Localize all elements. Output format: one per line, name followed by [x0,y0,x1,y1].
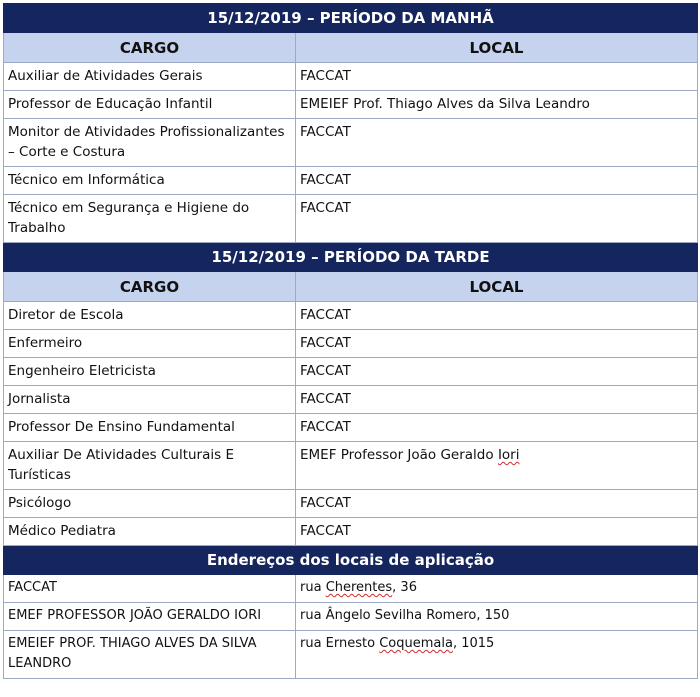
local-cell: EMEIEF Prof. Thiago Alves da Silva Leandro [296,91,698,119]
cargo-cell: Médico Pediatra [4,518,296,546]
address-text: , 1015 [452,636,495,651]
table-row [4,63,698,91]
section-title-afternoon: 15/12/2019 – PERÍODO DA TARDE [4,243,698,272]
section-title-row [4,4,698,33]
table-row [4,631,698,679]
cargo-cell: Engenheiro Eletricista [4,358,296,386]
venue-cell: EMEF PROFESSOR JOÃO GERALDO IORI [4,603,296,631]
schedule-table [3,3,698,679]
spellcheck-flagged-word: Cherentes [325,580,393,595]
cargo-cell: Monitor de Atividades Profissionalizantes – Corte e Costura [4,119,296,167]
local-text: EMEF Professor João Geraldo [300,447,498,463]
cargo-cell: Diretor de Escola [4,302,296,330]
local-cell: FACCAT [296,358,698,386]
cargo-cell: Técnico em Informática [4,167,296,195]
table-row [4,442,698,490]
column-header-row [4,272,698,302]
cargo-cell: Enfermeiro [4,330,296,358]
address-text: rua Ernesto [300,636,380,651]
table-row [4,302,698,330]
local-cell: FACCAT [296,490,698,518]
address-text: rua [300,580,326,595]
local-cell: FACCAT [296,414,698,442]
venue-cell: EMEIEF PROF. THIAGO ALVES DA SILVA LEANDRO [4,631,296,679]
table-row [4,603,698,631]
local-cell: FACCAT [296,330,698,358]
table-row [4,195,698,243]
table-row [4,518,698,546]
address-cell [296,575,698,603]
cargo-cell: Auxiliar de Atividades Gerais [4,63,296,91]
column-header-cargo: CARGO [4,272,296,302]
column-header-row [4,33,698,63]
table-row [4,167,698,195]
column-header-cargo: CARGO [4,33,296,63]
local-cell: FACCAT [296,63,698,91]
section-title-morning: 15/12/2019 – PERÍODO DA MANHÃ [4,4,698,33]
column-header-local: LOCAL [296,33,698,63]
venue-cell: FACCAT [4,575,296,603]
table-row [4,358,698,386]
table-row [4,414,698,442]
address-cell: rua Ângelo Sevilha Romero, 150 [296,603,698,631]
spellcheck-flagged-word: Iori [497,447,520,463]
local-cell: FACCAT [296,167,698,195]
section-title-row [4,243,698,272]
table-row [4,575,698,603]
section-title-row [4,546,698,575]
section-title-addresses: Endereços dos locais de aplicação [4,546,698,575]
local-cell: FACCAT [296,386,698,414]
address-text: , 36 [392,580,417,595]
column-header-local: LOCAL [296,272,698,302]
table-row [4,91,698,119]
cargo-cell: Professor De Ensino Fundamental [4,414,296,442]
local-cell: FACCAT [296,195,698,243]
local-cell: FACCAT [296,518,698,546]
table-row [4,490,698,518]
cargo-cell: Auxiliar De Atividades Culturais E Turísticas [4,442,296,490]
spellcheck-flagged-word: Coquemala [379,636,453,651]
table-row [4,386,698,414]
local-cell: FACCAT [296,302,698,330]
cargo-cell: Psicólogo [4,490,296,518]
local-cell [296,442,698,490]
table-row [4,330,698,358]
cargo-cell: Jornalista [4,386,296,414]
cargo-cell: Técnico em Segurança e Higiene do Trabalho [4,195,296,243]
address-cell [296,631,698,679]
local-cell: FACCAT [296,119,698,167]
cargo-cell: Professor de Educação Infantil [4,91,296,119]
table-row [4,119,698,167]
